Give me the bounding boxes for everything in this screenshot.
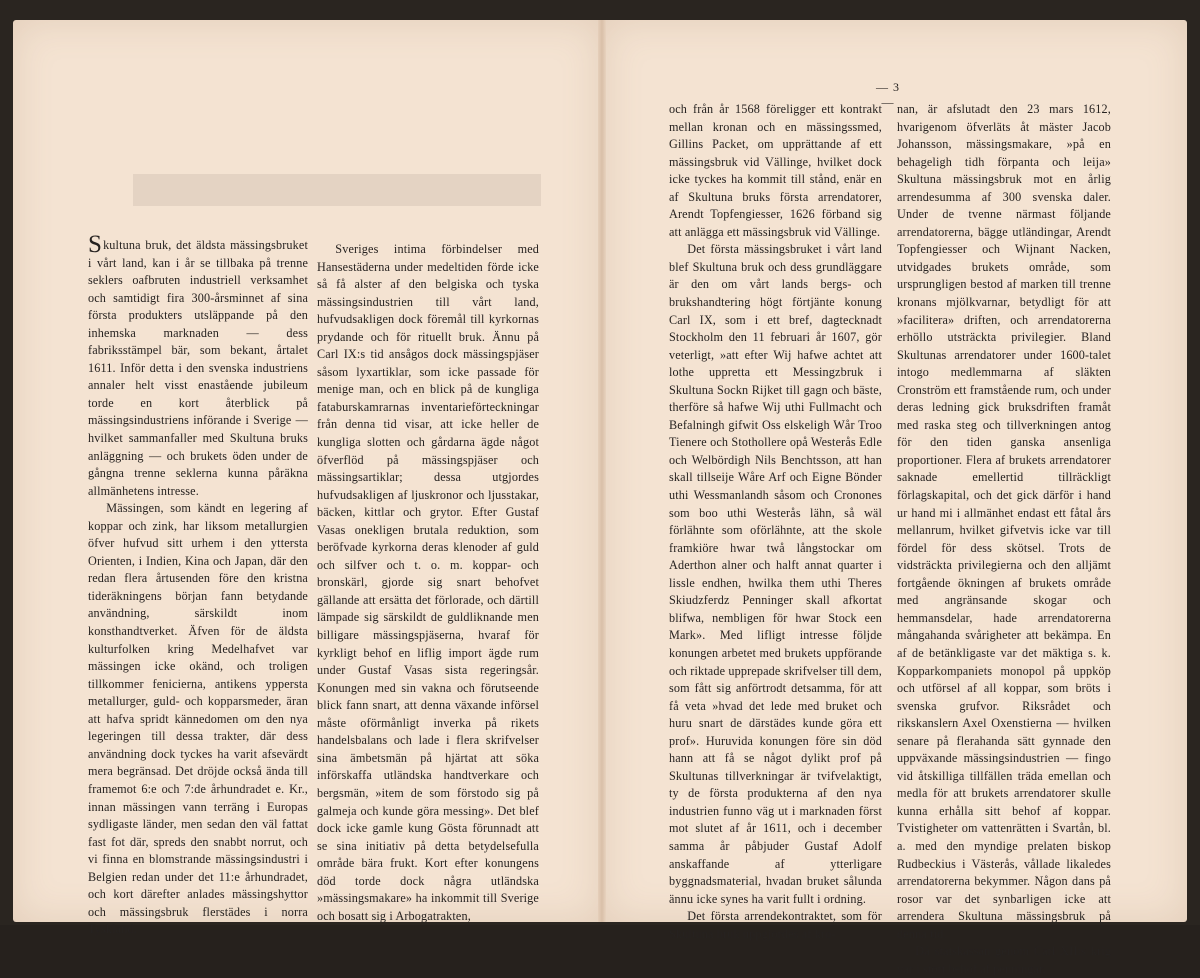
right-column-1 (669, 101, 882, 943)
drop-cap: S (88, 231, 103, 258)
opening-paragraph: Skultuna bruk, det äldsta mässingsbruket i vårt land, kan i år se tillbaka på trenne seklers oafbruten industriell verksamhet och samtidigt fira 300-årsminnet af sina första produkters utsläppande på den inhemska marknaden — dess fabriksstämpel bär, som bekant, årtalet 1611. Inför detta i den svenska industriens annaler helt visst enastående jubileum torde en kort återblick på mässingsindustriens införande i Sverige — hvilket sammanfaller med Skultuna bruks anläggning — och brukets öden under de gångna trenne seklerna kunna påräkna allmänhetens intresse. (88, 231, 308, 498)
paragraph: nan, är afslutadt den 23 mars 1612, hvarigenom öfverläts åt mäster Jacob Johansson, mässingsmakare, »på en behageligh tidh förpanta och leija» Skultuna mässingsbruk mot en årlig arrendesumma af 300 svenska daler. Under de tvenne närmast följande arrendatorerna, bägge utländingar, Arendt Topfengiesser och Wijnant Nacken, utvidgades brukets område, som ursprungligen bestod af marken till trenne kronans mjölkvarnar, betydligt för att »facilitera» driften, och arrendatorerna erhöllo utsträckta privilegier. Bland Skultunas arrendatorer under 1600-talet intogo medlemmarna af släkten Cronström ett framstående rum, och under deras ledning gick bruksdriften framåt med raska steg och tillverkningen antog för den tiden ganska ansenliga proportioner. Flera af brukets arrendatorer saknade emellertid tillräckligt förlagskapital, och det gick därför i hand ur hand mi i allmänhet endast ett fåtal års mellanrum, hvilket gifvetvis icke var till fördel för dess skötsel. Trots de vidsträckta privilegierna och den alljämt fortgående ökningen af brukets område med angränsande skogar och hemmansdelar, hade arrendatorerna mångahanda svårigheter att bekämpa. En af de betänkligaste var det mäktiga s. k. Kopparkompaniets monopol på uppköp och utförsel af all koppar, som bröts i svenska grufvor. Riksrådet och rikskanslern Axel Oxenstierna — hvilken senare på flerahanda sätt gynnade den uppväxande mässingsindustrien — fingo vid åtskilliga tillfällen träda emellan och medla för att brukets arrendatorer skulle kunna erhålla sitt behof af koppar. Tvistigheter om vattenrätten i Svartån, bl. a. med den myndige prelaten biskop Rudbeckius i Västerås, vållade likaledes arrendatorerna bekymmer. Någon dans på rosor var det synbarligen icke att arrendera Skultuna mässingsbruk på denna tid. (897, 102, 1111, 941)
paragraph: Sveriges intima förbindelser med Hansestäderna under medeltiden förde icke så få alster af den belgiska och tyska mässingsindustrien till vårt land, hufvudsakligen dock föremål till kyrkornas prydande och för rituellt bruk. Ännu på Carl IX:s tid ansågos dock mässingspjäser såsom lyxartiklar, som icke passade för menige man, och en blick på de kungliga fataburskamrarnas inventarieförteckningar från denna tid visar, att icke heller de kungliga slotten och gårdarna ägde något öfverflöd på mässingspjäser och mässingsartiklar; dessa utgjordes hufvudsakligen af ljuskronor och ljusstakar, bäcken, kittlar och grytor. Efter Gustaf Vasas onekligen brutala reduktion, som beröfvade kyrkorna deras klenoder af guld och silfver och t. o. m. koppar- och bronskärl, gjorde sig snart behofvet gällande att ersätta det förlorade, och därtill lämpade sig särskildt de guldliknande men billigare mässingspjäserna, hvaraf för kyrkligt behof en liflig import ägde rum under Gustaf Vasas sista regeringsår. Konungen med sin vakna och förutseende blick fann snart, att denna växande införsel måste oförmånligt inverka på rikets handelsbalans och lade i flera skrifvelser sina ämbetsmän på hjärtat att söka införskaffa utländska handtverkare och bergsmän, »item de som förstodo sig på galmeja och kunde göra messing». Det blef dock icke gamle kung Gösta förunnadt att se sina initiativ på detta betydelsefulla område bära frukt. Kort efter konungens död torde dock några utländska »mässingsmakare» ha inkommit till Sverige och bosatt sig i Arbogatrakten, (317, 242, 539, 923)
paragraph: Det första mässingsbruket i vårt land blef Skultuna bruk och dess grundläggare är den om vårt lands bergs- och brukshandtering högt förtjänte konung Carl IX, som i ett bref, dagtecknadt Stockholm den 11 februari år 1607, gör veterligt, »att efter Wij hafwe achtet att lothe uppretta ett Messingzbruk i Skultuna Sockn Rijket till gagn och bäste, therföre så hafwe Wij uthi Fullmacht och Befalningh gifwit Oss elskeligh Wår Troo Tienere och Stothollere opå Westerås Edle och Welbördigh Nils Benchtsson, att han skall tillseije Wåre Arf och Eigne Bönder uthi Wessmanlandh såsom och Cronones som boo uthi Westerås lähn, så wäl förlähnte som oförlähnte, att the skole framkiöre hwar twå långstockar om Aderthon alner och halft annat quarter i lissle endhen, hwilka them uthi Theres Skiudzferdz Penninger skall afkortat blifwa, nembligen för hwar Stock een Mark». Med lifligt intresse följde konungen arbetet med brukets uppförande och riktade upprepade skrifvelser till dem, som fått sig anförtrodt detsamma, för att få veta »hvad det lede med bruket och huru snart de därstädes kunde göra ett prof». Huruvida konungen före sin död hann att få se något dylikt prof på Skultunas tillverkningar är tvifvelaktigt, ty de första produkterna af den nya industrien funno väg ut i marknaden först mot slutet af år 1611, och i december samma år påbjuder Gustaf Adolf anskaffande af ytterligare byggnadsmaterial, hvadan bruket sålunda ännu icke synes ha varit fullt i ordning. (669, 242, 882, 906)
paragraph: Det första arrendekontraktet, som för Skultuna bruk uppgjordes af kro- (669, 909, 882, 941)
paragraph: och från år 1568 föreligger ett kontrakt mellan kronan och en mässingssmed, Gillins Packet, om upprättande af ett mässingsbruk vid Vällinge, hvilket dock icke tyckes ha kommit till stånd, enär en af Skultuna bruks första arrendatorer, Arendt Topfengiesser, 1626 förband sig att anlägga ett mässingsbruk vid Vällinge. (669, 102, 882, 239)
paragraph: Då statskassan genom Carl XII:s krig var i stort behof af penningar, (897, 944, 1111, 976)
paragraph: Mässingen, som kändt en legering af koppar och zink, har liksom metallurgien öfver hufvud sitt urhem i den yttersta Orienten, i Indien, Kina och Japan, där den redan flera årtusenden före den kristna tideräkningens början fann betydande användning, särskildt inom konsthandtverket. Äfven för de äldsta kulturfolken kring Medelhafvet var mässingen icke okänd, och troligen tillkommer fenicierna, antikens yppersta metallurger, guld- och kopparsmeder, äran att hafva spridt kännedomen om den nya legeringen till dessa trakter, där dess användning dock tyckes ha varit afsevärdt mera begränsad. Det dröjde också ända till framemot 6:e och 7:de århundradet e. Kr., innan mässingen vann terräng i Europas sydligaste länder, men sedan den väl fattat fast fot där, spreds den snabbt norrut, och vi finna en blomstrande mässingsindustri i Belgien redan under det 11:e århundradet, och kort därefter anlades mässingshyttor och mässingsbruk flerstädes i norra Tyskland. (88, 501, 308, 937)
page-number: — 3 — (876, 80, 900, 109)
faded-header-band (133, 174, 541, 206)
left-column-2 (317, 241, 539, 925)
book-gutter (598, 20, 606, 922)
right-column-2 (897, 101, 1111, 978)
left-column-1 (88, 231, 308, 939)
